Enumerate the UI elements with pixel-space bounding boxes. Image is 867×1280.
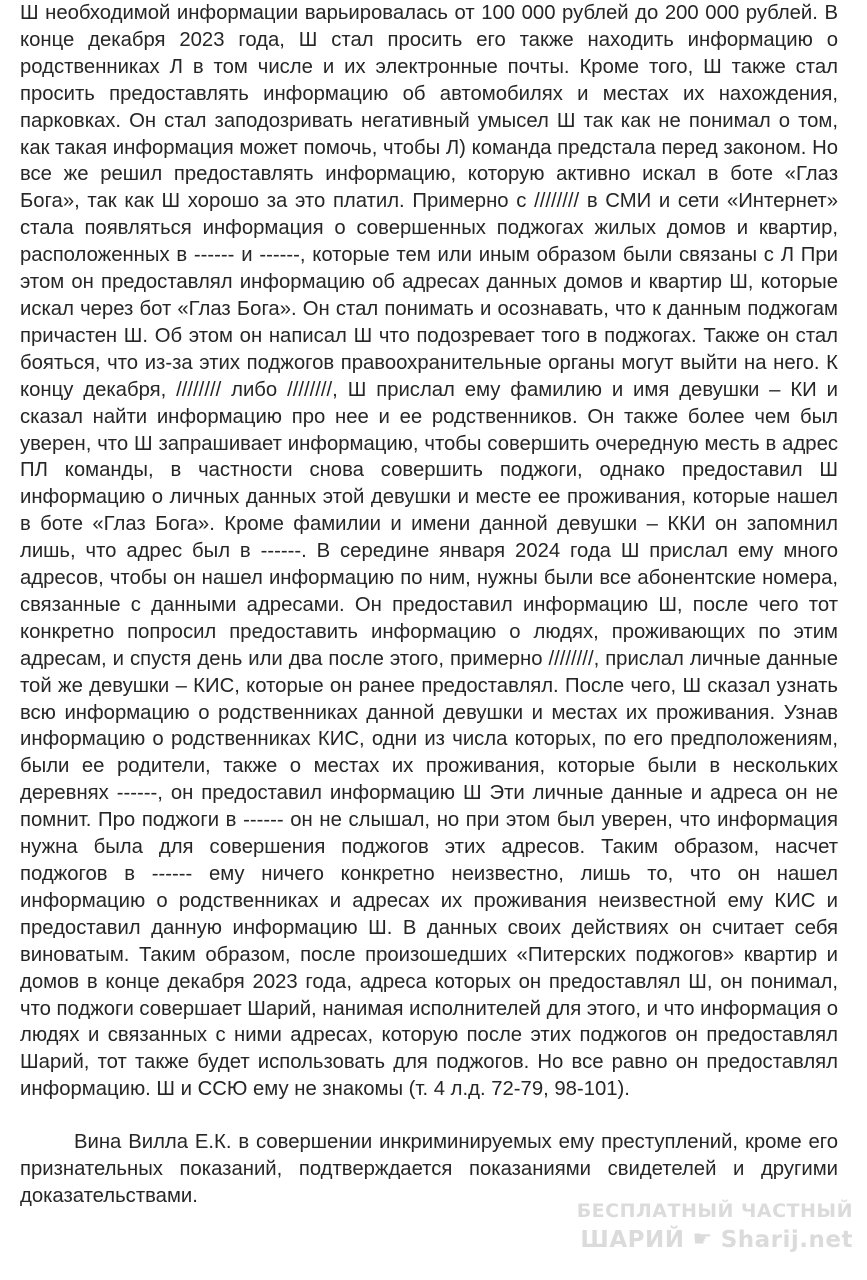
- paragraph-testimony: Ш необходимой информации варьировалась от 100 000 рублей до 200 000 рублей. В конце декабря 2023 года, Ш стал просить его также находить информацию о родственниках Л в том числе и их электронные почты. Кроме того, Ш также стал просить предоставлять информацию об автомобилях и местах их нахождения, парковках. Он стал заподозривать негативный умысел Ш так как не понимал о том, как такая информация может помочь, чтобы Л) команда предстала перед законом. Но все же решил предоставлять информацию, которую активно искал в боте «Глаз Бога», так как Ш хорошо за это платил. Примерно с //////// в СМИ и сети «Интернет» стала появляться информация о совершенных поджогах жилых домов и квартир, расположенных в ------ и ------, которые тем или иным образом были связаны с Л При этом он предоставлял информацию об адресах данных домов и квартир Ш, которые искал через бот «Глаз Бога». Он стал понимать и осознавать, что к данным поджогам причастен Ш. Об этом он написал Ш что подозревает того в поджогах. Также он стал бояться, что из-за этих поджогов правоохранительные органы могут выйти на него. К концу декабря, //////// либо ////////, Ш прислал ему фамилию и имя девушки – КИ и сказал найти информацию про нее и ее родственников. Он также более чем был уверен, что Ш запрашивает информацию, чтобы совершить очередную месть в адрес ПЛ команды, в частности снова совершить поджоги, однако предоставил Ш информацию о личных данных этой девушки и месте ее проживания, которые нашел в боте «Глаз Бога». Кроме фамилии и имени данной девушки – ККИ он запомнил лишь, что адрес был в ------. В середине января 2024 года Ш прислал ему много адресов, чтобы он нашел информацию по ним, нужны были все абонентские номера, связанные с данными адресами. Он предоставил информацию Ш, после чего тот конкретно попросил предоставить информацию о людях, проживающих по этим адресам, и спустя день или два после этого, примерно ////////, прислал личные данные той же девушки – КИС, которые он ранее предоставлял. После чего, Ш сказал узнать всю информацию о родственниках данной девушки и местах их проживания. Узнав информацию о родственниках КИС, одни из числа которых, по его предположениям, были ее родители, также о местах их проживания, которые были в нескольких деревнях ------, он предоставил информацию Ш Эти личные данные и адреса он не помнит. Про поджоги в ------ он не слышал, но при этом был уверен, что информация нужна была для совершения поджогов этих адресов. Таким образом, насчет поджогов в ------ ему ничего конкретно неизвестно, лишь то, что он нашел информацию о родственниках и адресах их проживания неизвестной ему КИС и предоставил данную информацию Ш. В данных своих действиях он считает себя виноватым. Таким образом, после произошедших «Питерских поджогов» квартир и домов в конце декабря 2023 года, адреса которых он предоставлял Ш, он понимал, что поджоги совершает Шарий, нанимая исполнителей для этого, и что информация о людях и связанных с ними адресах, которую после этих поджогов он предоставлял Шарий, тот также будет использовать для поджогов. Но все равно он предоставлял информацию. Ш и ССЮ ему не знакомы (т. 4 л.д. 72-79, 98-101).: [20, 2, 838, 1101]
- pointing-hand-icon: ☛: [692, 1227, 713, 1252]
- watermark-tagline: БЕСПЛАТНЫЙ ЧАСТНЫЙ: [576, 1200, 853, 1222]
- watermark-brand: ШАРИЙ: [580, 1227, 685, 1253]
- paragraph-guilt-evidence: Вина Вилла Е.К. в совершении инкриминируемых ему преступлений, кроме его признательных показаний, подтверждается показаниями свидетелей и другими доказательствами.: [20, 1131, 838, 1207]
- document-page: [20, 0, 838, 1210]
- watermark-brand-row: [535, 1224, 853, 1256]
- watermark-domain: Sharij.net: [720, 1227, 853, 1253]
